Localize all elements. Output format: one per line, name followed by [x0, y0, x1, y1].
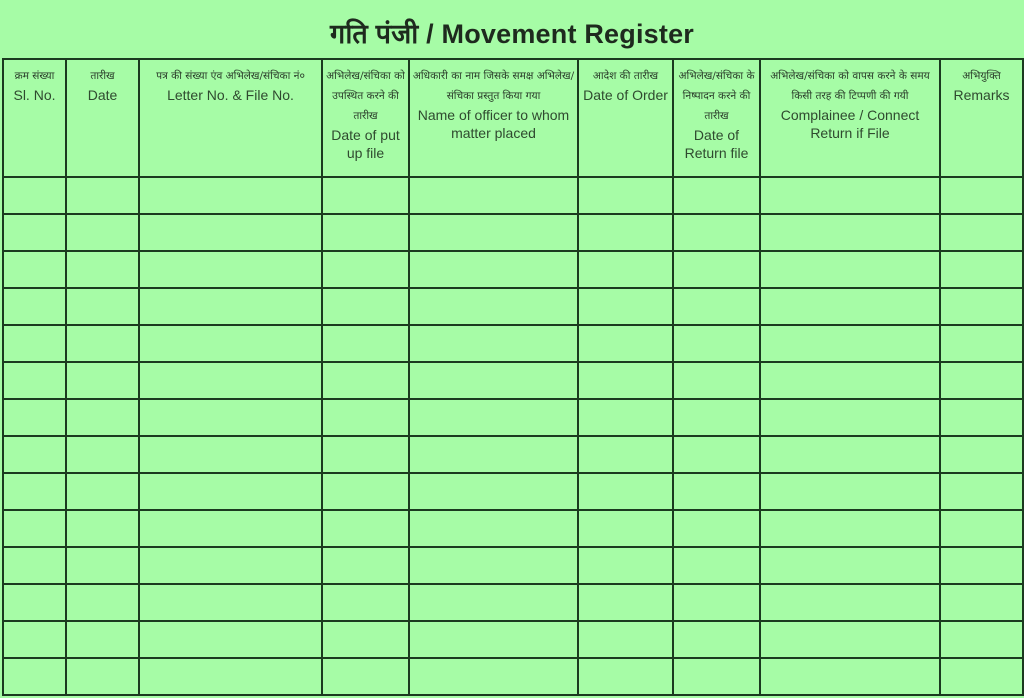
cell-date-put-up[interactable]: [322, 473, 409, 510]
register-body: [3, 177, 1023, 695]
cell-date[interactable]: [66, 288, 139, 325]
table-row: [3, 547, 1023, 584]
cell-complainee[interactable]: [760, 177, 940, 214]
cell-date[interactable]: [66, 399, 139, 436]
cell-date-put-up[interactable]: [322, 177, 409, 214]
cell-date[interactable]: [66, 214, 139, 251]
cell-date-put-up[interactable]: [322, 584, 409, 621]
cell-serial-number[interactable]: [3, 325, 66, 362]
cell-date-return[interactable]: [673, 436, 760, 473]
cell-date-of-order[interactable]: [578, 288, 673, 325]
cell-date-put-up[interactable]: [322, 547, 409, 584]
cell-date[interactable]: [66, 547, 139, 584]
column-header-english: Date: [87, 87, 118, 103]
cell-date-of-order[interactable]: [578, 362, 673, 399]
cell-date-return[interactable]: [673, 214, 760, 251]
table-row: [3, 288, 1023, 325]
table-row: [3, 325, 1023, 362]
cell-date-return[interactable]: [673, 251, 760, 288]
cell-complainee[interactable]: [760, 362, 940, 399]
column-header-english: Remarks: [953, 87, 1010, 103]
cell-date-of-order[interactable]: [578, 251, 673, 288]
cell-date-put-up[interactable]: [322, 510, 409, 547]
column-header-remarks: [940, 59, 1023, 177]
cell-officer-name[interactable]: [409, 325, 578, 362]
cell-complainee[interactable]: [760, 547, 940, 584]
column-header-hindi: अभिलेख/संचिका को उपस्थित करने की तारीख: [326, 70, 405, 122]
cell-remarks[interactable]: [940, 288, 1023, 325]
cell-date-of-order[interactable]: [578, 177, 673, 214]
header-row: [3, 59, 1023, 177]
column-header-officer-name: [409, 59, 578, 177]
cell-letter-file-no[interactable]: [139, 584, 322, 621]
column-header-english: Letter No. & File No.: [167, 87, 294, 103]
cell-serial-number[interactable]: [3, 399, 66, 436]
cell-remarks[interactable]: [940, 436, 1023, 473]
cell-serial-number[interactable]: [3, 177, 66, 214]
cell-date-return[interactable]: [673, 177, 760, 214]
table-row: [3, 658, 1023, 695]
table-row: [3, 214, 1023, 251]
cell-date[interactable]: [66, 473, 139, 510]
column-header-english: Name of officer to whom matter placed: [417, 107, 570, 141]
cell-remarks[interactable]: [940, 251, 1023, 288]
column-header-hindi: क्रम संख्या: [14, 70, 55, 82]
table-row: [3, 251, 1023, 288]
cell-serial-number[interactable]: [3, 473, 66, 510]
movement-register-table: [2, 58, 1024, 696]
cell-letter-file-no[interactable]: [139, 362, 322, 399]
cell-officer-name[interactable]: [409, 621, 578, 658]
column-header-hindi: अभियुक्ति: [962, 70, 1001, 82]
table-row: [3, 177, 1023, 214]
cell-complainee[interactable]: [760, 288, 940, 325]
table-row: [3, 362, 1023, 399]
cell-letter-file-no[interactable]: [139, 214, 322, 251]
cell-date-put-up[interactable]: [322, 399, 409, 436]
cell-date-of-order[interactable]: [578, 473, 673, 510]
cell-remarks[interactable]: [940, 658, 1023, 695]
table-row: [3, 510, 1023, 547]
cell-remarks[interactable]: [940, 621, 1023, 658]
cell-letter-file-no[interactable]: [139, 473, 322, 510]
cell-letter-file-no[interactable]: [139, 658, 322, 695]
cell-letter-file-no[interactable]: [139, 547, 322, 584]
column-header-english: Complainee / Connect Return if File: [780, 107, 920, 141]
column-header-date-of-order: [578, 59, 673, 177]
cell-date[interactable]: [66, 510, 139, 547]
cell-date-of-order[interactable]: [578, 399, 673, 436]
cell-officer-name[interactable]: [409, 177, 578, 214]
cell-serial-number[interactable]: [3, 621, 66, 658]
cell-letter-file-no[interactable]: [139, 325, 322, 362]
cell-letter-file-no[interactable]: [139, 510, 322, 547]
cell-remarks[interactable]: [940, 214, 1023, 251]
cell-date-of-order[interactable]: [578, 325, 673, 362]
page-title: गति पंजी / Movement Register: [329, 19, 695, 49]
column-header-date-put-up: [322, 59, 409, 177]
cell-date-of-order[interactable]: [578, 214, 673, 251]
cell-officer-name[interactable]: [409, 436, 578, 473]
cell-date-of-order[interactable]: [578, 621, 673, 658]
cell-date-put-up[interactable]: [322, 436, 409, 473]
column-header-english: Date of Order: [583, 87, 668, 103]
column-header-date-return: [673, 59, 760, 177]
cell-complainee[interactable]: [760, 584, 940, 621]
cell-date-return[interactable]: [673, 584, 760, 621]
cell-remarks[interactable]: [940, 177, 1023, 214]
cell-serial-number[interactable]: [3, 362, 66, 399]
cell-date-return[interactable]: [673, 399, 760, 436]
table-row: [3, 436, 1023, 473]
cell-officer-name[interactable]: [409, 288, 578, 325]
cell-letter-file-no[interactable]: [139, 436, 322, 473]
cell-date-return[interactable]: [673, 621, 760, 658]
cell-date-put-up[interactable]: [322, 362, 409, 399]
cell-complainee[interactable]: [760, 214, 940, 251]
cell-officer-name[interactable]: [409, 658, 578, 695]
column-header-letter-file-no: [139, 59, 322, 177]
cell-remarks[interactable]: [940, 399, 1023, 436]
column-header-english: Date of put up file: [331, 127, 400, 161]
cell-date-put-up[interactable]: [322, 288, 409, 325]
cell-serial-number[interactable]: [3, 436, 66, 473]
cell-complainee[interactable]: [760, 325, 940, 362]
cell-complainee[interactable]: [760, 399, 940, 436]
cell-remarks[interactable]: [940, 510, 1023, 547]
cell-letter-file-no[interactable]: [139, 288, 322, 325]
cell-letter-file-no[interactable]: [139, 251, 322, 288]
cell-date[interactable]: [66, 251, 139, 288]
cell-letter-file-no[interactable]: [139, 177, 322, 214]
cell-date-return[interactable]: [673, 547, 760, 584]
column-header-hindi: तारीख: [90, 70, 115, 82]
cell-date-return[interactable]: [673, 362, 760, 399]
cell-officer-name[interactable]: [409, 251, 578, 288]
cell-date-put-up[interactable]: [322, 621, 409, 658]
cell-officer-name[interactable]: [409, 510, 578, 547]
column-header-complainee: [760, 59, 940, 177]
column-header-english: Sl. No.: [13, 87, 56, 103]
cell-remarks[interactable]: [940, 473, 1023, 510]
cell-serial-number[interactable]: [3, 584, 66, 621]
cell-officer-name[interactable]: [409, 399, 578, 436]
cell-date[interactable]: [66, 658, 139, 695]
cell-remarks[interactable]: [940, 325, 1023, 362]
cell-officer-name[interactable]: [409, 584, 578, 621]
cell-officer-name[interactable]: [409, 547, 578, 584]
cell-date[interactable]: [66, 436, 139, 473]
cell-complainee[interactable]: [760, 621, 940, 658]
cell-remarks[interactable]: [940, 547, 1023, 584]
cell-officer-name[interactable]: [409, 362, 578, 399]
cell-serial-number[interactable]: [3, 510, 66, 547]
cell-officer-name[interactable]: [409, 214, 578, 251]
cell-serial-number[interactable]: [3, 214, 66, 251]
cell-remarks[interactable]: [940, 362, 1023, 399]
column-header-hindi: अभिलेख/संचिका को वापस करने के समय किसी तरह की टिप्पणी की गयी: [770, 70, 930, 102]
column-header-english: Date of Return file: [684, 127, 749, 161]
cell-serial-number[interactable]: [3, 288, 66, 325]
table-row: [3, 621, 1023, 658]
cell-date-put-up[interactable]: [322, 214, 409, 251]
cell-date[interactable]: [66, 621, 139, 658]
cell-date-of-order[interactable]: [578, 584, 673, 621]
cell-date-of-order[interactable]: [578, 547, 673, 584]
table-row: [3, 584, 1023, 621]
cell-date[interactable]: [66, 362, 139, 399]
cell-complainee[interactable]: [760, 510, 940, 547]
cell-officer-name[interactable]: [409, 473, 578, 510]
column-header-hindi: आदेश की तारीख: [592, 70, 659, 82]
cell-complainee[interactable]: [760, 436, 940, 473]
cell-date-return[interactable]: [673, 510, 760, 547]
cell-date-return[interactable]: [673, 473, 760, 510]
cell-serial-number[interactable]: [3, 251, 66, 288]
cell-date-put-up[interactable]: [322, 251, 409, 288]
table-row: [3, 473, 1023, 510]
cell-complainee[interactable]: [760, 473, 940, 510]
cell-date-return[interactable]: [673, 325, 760, 362]
cell-complainee[interactable]: [760, 658, 940, 695]
cell-date[interactable]: [66, 325, 139, 362]
column-header-hindi: अभिलेख/संचिका के निष्पादन करने की तारीख: [678, 70, 755, 122]
cell-date-of-order[interactable]: [578, 658, 673, 695]
cell-date-return[interactable]: [673, 288, 760, 325]
cell-date-put-up[interactable]: [322, 325, 409, 362]
column-header-hindi: पत्र की संख्या एंव अभिलेख/संचिका नं०: [156, 70, 305, 82]
column-header-serial-number: [3, 59, 66, 177]
cell-complainee[interactable]: [760, 251, 940, 288]
column-header-hindi: अधिकारी का नाम जिसके समक्ष अभिलेख/संचिका प्रस्तुत किया गया: [412, 70, 575, 102]
cell-date[interactable]: [66, 584, 139, 621]
table-row: [3, 399, 1023, 436]
cell-date-put-up[interactable]: [322, 658, 409, 695]
cell-remarks[interactable]: [940, 584, 1023, 621]
column-header-date: [66, 59, 139, 177]
cell-serial-number[interactable]: [3, 547, 66, 584]
cell-serial-number[interactable]: [3, 658, 66, 695]
cell-date-return[interactable]: [673, 658, 760, 695]
cell-date-of-order[interactable]: [578, 436, 673, 473]
cell-date-of-order[interactable]: [578, 510, 673, 547]
cell-letter-file-no[interactable]: [139, 621, 322, 658]
cell-letter-file-no[interactable]: [139, 399, 322, 436]
cell-date[interactable]: [66, 177, 139, 214]
